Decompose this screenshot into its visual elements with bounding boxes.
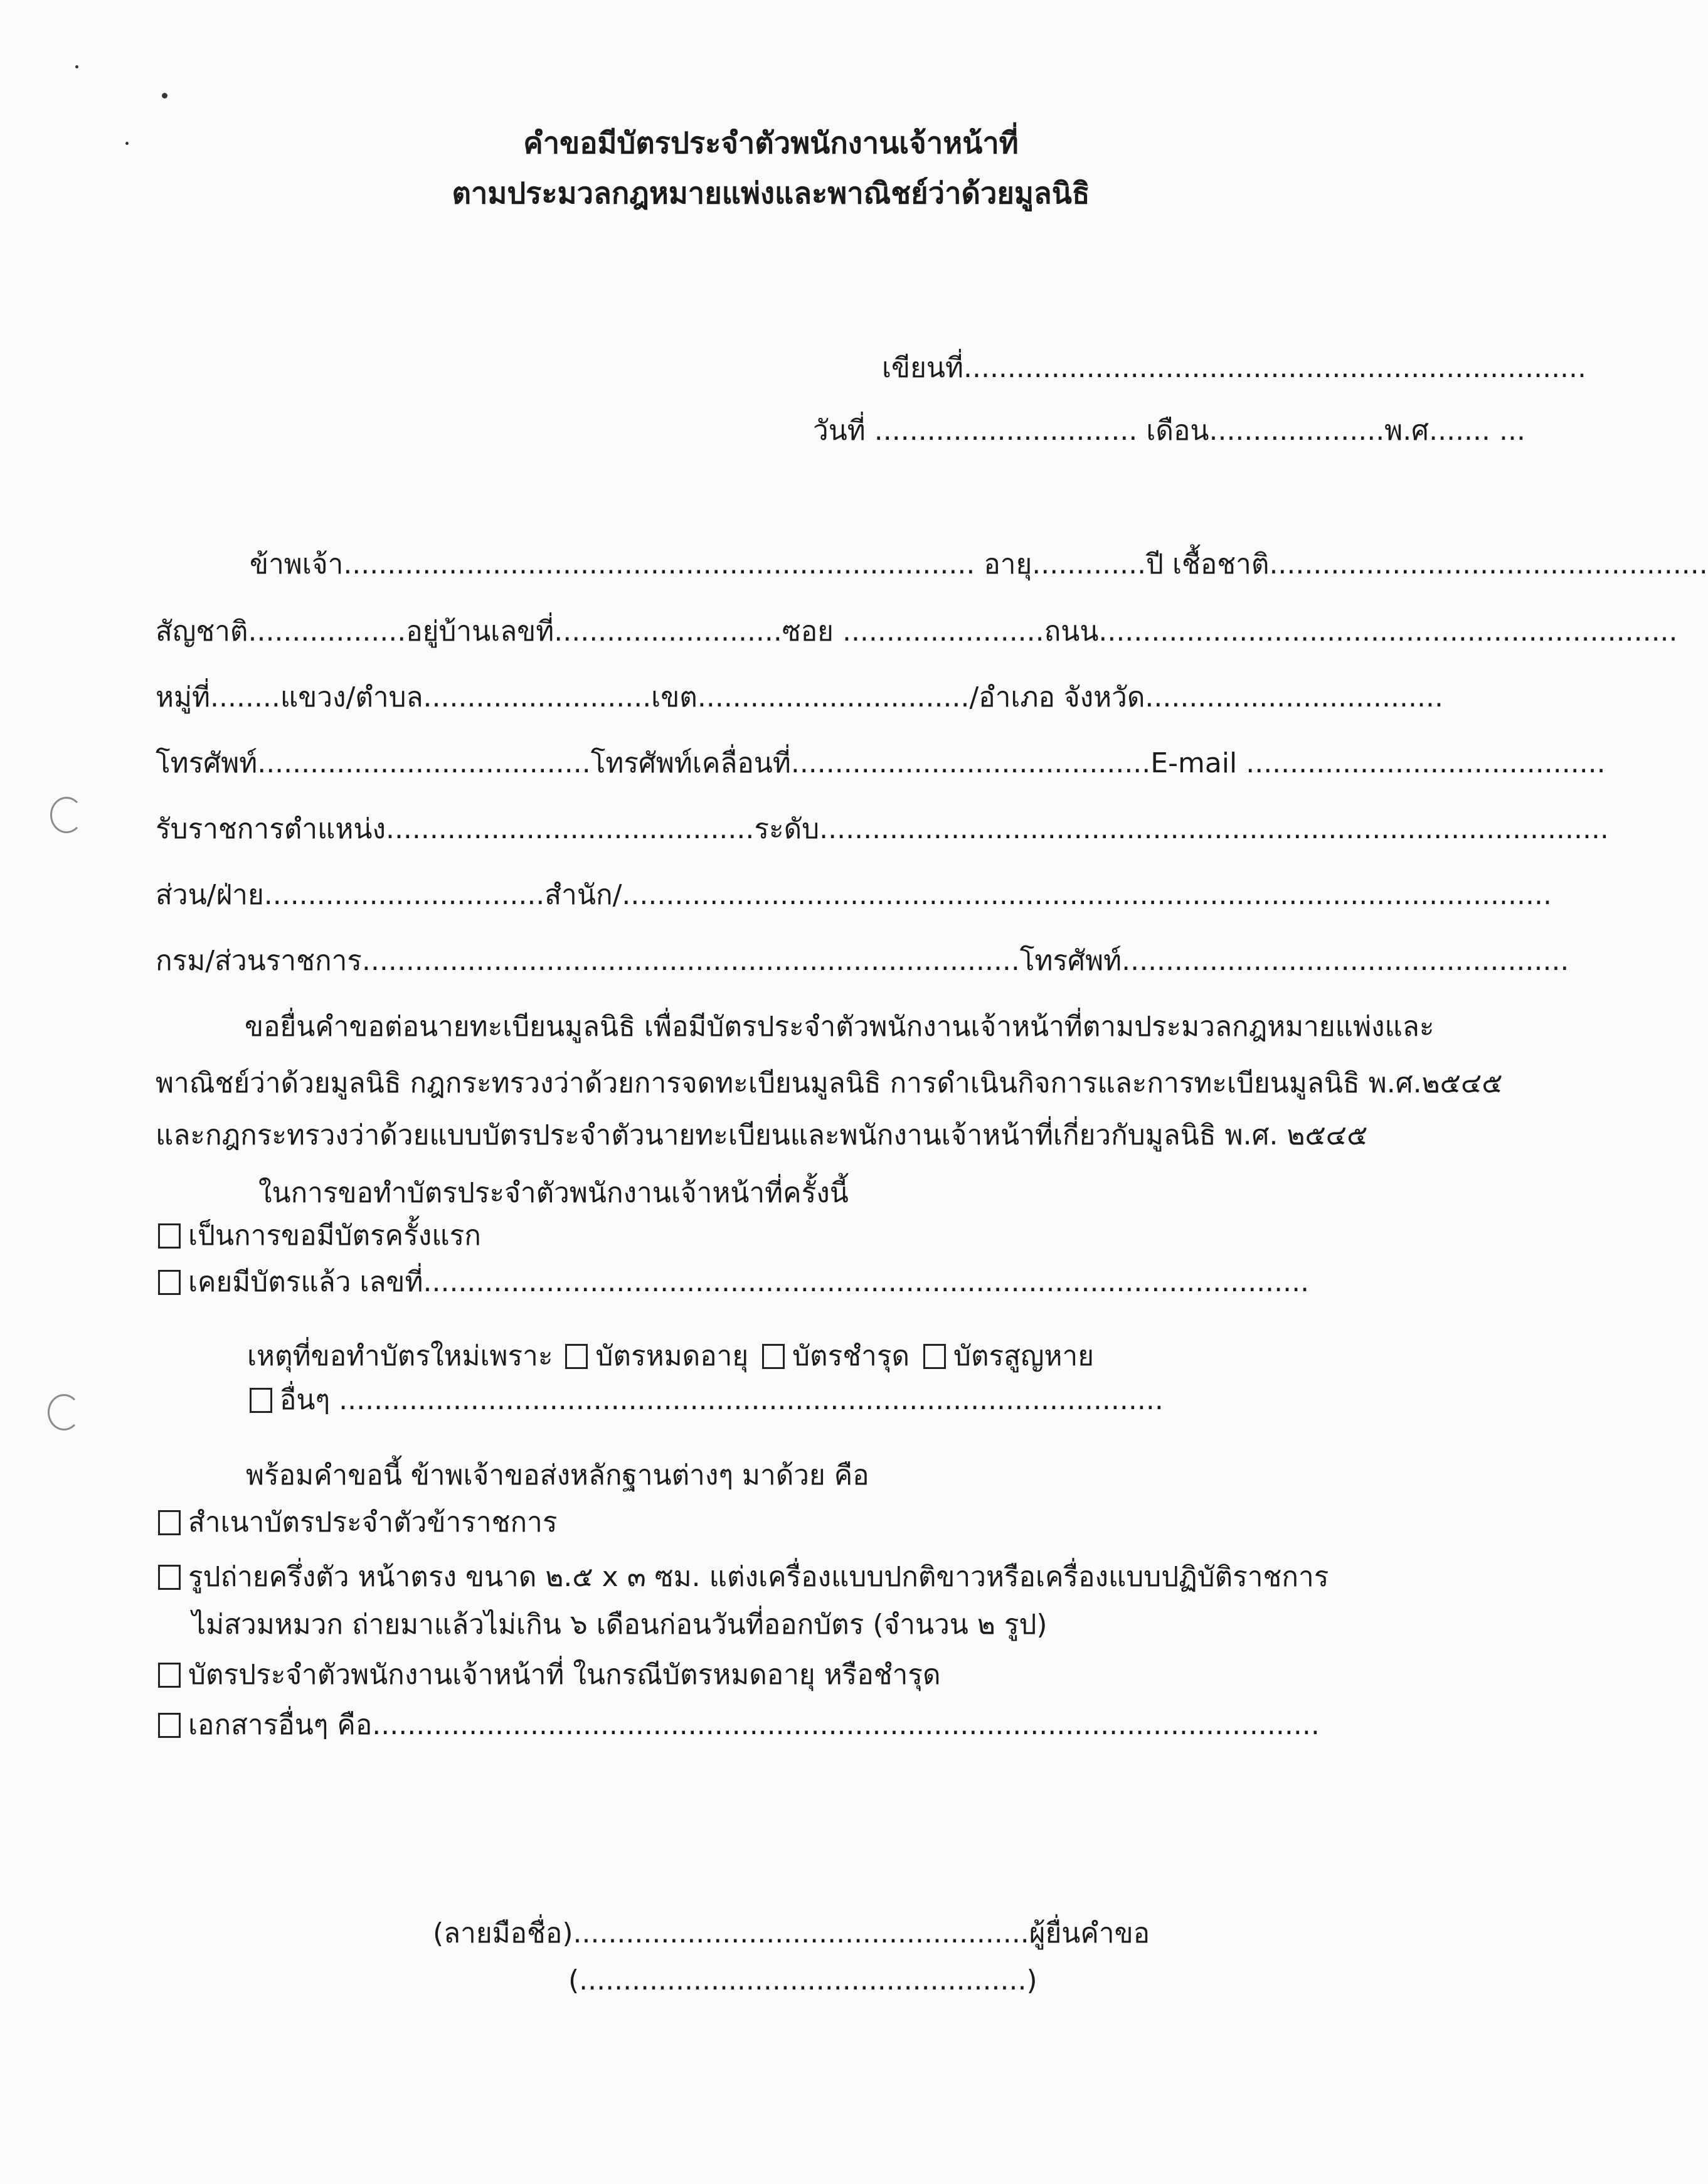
form-title-line2: ตามประมวลกฎหมายแพ่งและพาณิชย์ว่าด้วยมูลนิธิ — [452, 176, 1090, 211]
card-request-heading: ในการขอทำบัตรประจำตัวพนักงานเจ้าหน้าที่ครั้งนี้ — [258, 1177, 849, 1209]
doc-item-old-card[interactable] — [158, 1661, 941, 1689]
date-field: วันที่ .............................. เดือน....................พ.ศ....... ... — [813, 415, 1525, 447]
request-paragraph-line3: และกฎกระทรวงว่าด้วยแบบบัตรประจำตัวนายทะเบียนและพนักงานเจ้าหน้าที่เกี่ยวกับมูลนิธิ พ.ศ. ๒๕๔๕ — [156, 1119, 1368, 1151]
district-line: หมู่ที่........แขวง/ตำบล..........................เขต.............................../อำเภอ จังหวัด.................................. — [156, 681, 1443, 713]
doc-item-id-copy[interactable] — [158, 1506, 558, 1538]
form-title-line1: คำขอมีบัตรประจำตัวพนักงานเจ้าหน้าที่ — [523, 126, 1019, 161]
doc-item-other[interactable] — [158, 1709, 1320, 1741]
address-line: สัญชาติ..................อยู่บ้านเลขที่..........................ซอย .......................ถนน.................................................................. — [156, 615, 1678, 647]
checkbox[interactable] — [158, 1565, 181, 1590]
checkbox[interactable] — [762, 1344, 785, 1369]
checkbox[interactable] — [158, 1270, 181, 1295]
checkbox[interactable] — [158, 1713, 181, 1738]
signature-name-line: (...................................................) — [568, 1964, 1037, 1996]
checkbox[interactable] — [158, 1223, 181, 1249]
doc-item-photo-line2: ไม่สวมหมวก ถ่ายมาแล้วไม่เกิน ๖ เดือนก่อนวันที่ออกบัตร (จำนวน ๒ รูป) — [192, 1609, 1048, 1641]
phone-line: โทรศัพท์......................................โทรศัพท์เคลื่อนที่.........................................E-mail ......................................... — [156, 747, 1606, 779]
option-had-card[interactable] — [158, 1266, 1310, 1298]
punch-hole — [48, 1394, 80, 1430]
reason-other-label: อื่นๆ .............................................................................................. — [280, 1384, 1164, 1416]
request-paragraph-line1: ขอยื่นคำขอต่อนายทะเบียนมูลนิธิ เพื่อมีบัตรประจำตัวพนักงานเจ้าหน้าที่ตามประมวลกฎหมายแพ่งและ — [245, 1011, 1435, 1043]
checkbox[interactable] — [923, 1344, 946, 1369]
scan-speck — [75, 65, 78, 68]
documents-heading: พร้อมคำขอนี้ ข้าพเจ้าขอส่งหลักฐานต่างๆ มาด้วย คือ — [246, 1459, 869, 1491]
reason-row — [247, 1340, 1095, 1372]
position-line: รับราชการตำแหน่ง..........................................ระดับ.......................................................................................... — [156, 813, 1609, 845]
reason-other-row[interactable] — [250, 1384, 1164, 1416]
checkbox[interactable] — [250, 1388, 272, 1413]
doc-item-photo-label: รูปถ่ายครึ่งตัว หน้าตรง ขนาด ๒.๕ x ๓ ซม. แต่งเครื่องแบบปกติขาวหรือเครื่องแบบปฏิบัติราชการ — [188, 1561, 1329, 1593]
reason-expired-label: บัตรหมดอายุ — [595, 1340, 749, 1372]
reason-lost-label: บัตรสูญหาย — [953, 1340, 1095, 1372]
punch-hole — [50, 797, 83, 833]
option-had-card-label: เคยมีบัตรแล้ว เลขที่..................................................................................................... — [188, 1266, 1310, 1298]
written-at-field: เขียนที่....................................................................... — [882, 352, 1587, 384]
reason-label: เหตุที่ขอทำบัตรใหม่เพราะ — [247, 1340, 553, 1372]
scan-speck — [162, 93, 167, 99]
checkbox[interactable] — [158, 1510, 181, 1535]
request-paragraph-line2: พาณิชย์ว่าด้วยมูลนิธิ กฎกระทรวงว่าด้วยการจดทะเบียนมูลนิธิ การดำเนินกิจการและการทะเบียนมูลนิธิ พ.ศ.๒๕๔๕ — [156, 1067, 1503, 1099]
doc-item-old-card-label: บัตรประจำตัวพนักงานเจ้าหน้าที่ ในกรณีบัตรหมดอายุ หรือชำรุด — [188, 1659, 941, 1691]
division-line: ส่วน/ฝ่าย................................สำนัก/.......................................................................................................... — [156, 879, 1552, 911]
checkbox[interactable] — [565, 1344, 588, 1369]
option-first-time-label: เป็นการขอมีบัตรครั้งแรก — [188, 1220, 481, 1252]
applicant-name-line: ข้าพเจ้า........................................................................ อายุ.............ปี เชื้อชาติ.................................................. — [250, 548, 1708, 580]
signature-line: (ลายมือชื่อ)....................................................ผู้ยื่นคำขอ — [433, 1917, 1150, 1949]
reason-damaged-label: บัตรชำรุด — [792, 1340, 910, 1372]
department-line: กรม/ส่วนราชการ...........................................................................โทรศัพท์................................................... — [156, 945, 1569, 977]
checkbox[interactable] — [158, 1663, 181, 1688]
doc-item-other-label: เอกสารอื่นๆ คือ............................................................................................................ — [188, 1709, 1320, 1741]
doc-item-id-copy-label: สำเนาบัตรประจำตัวข้าราชการ — [188, 1506, 558, 1538]
doc-item-photo[interactable] — [158, 1563, 1329, 1591]
option-first-time[interactable] — [158, 1222, 481, 1250]
